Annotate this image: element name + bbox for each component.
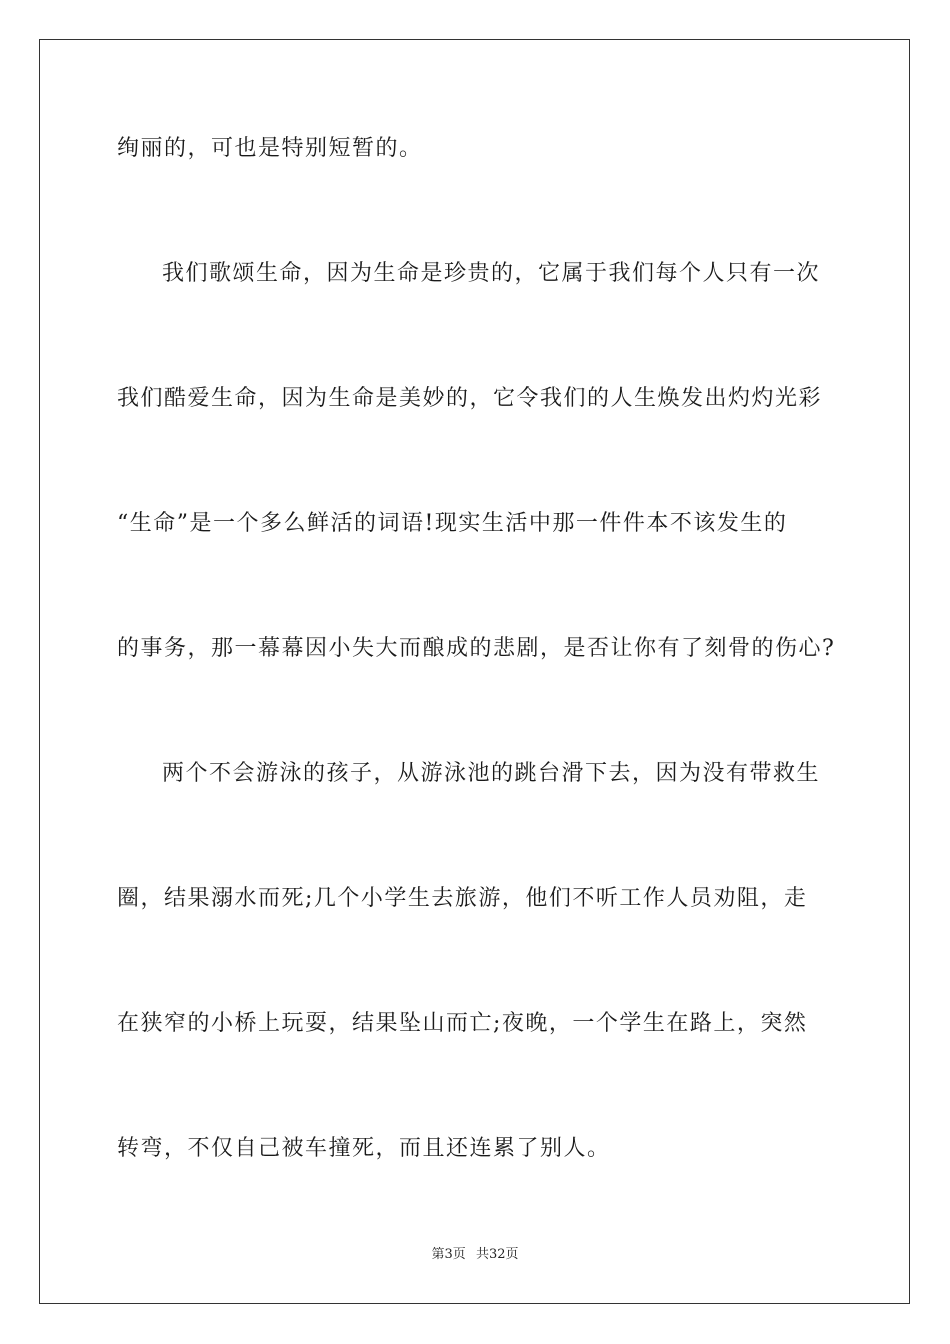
- text-line: 在狭窄的小桥上玩耍，结果坠山而亡;夜晚，一个学生在路上，突然: [117, 1011, 808, 1036]
- text-line: 我们酷爱生命，因为生命是美妙的，它令我们的人生焕发出灼灼光彩: [117, 386, 823, 411]
- text-line: 我们歌颂生命，因为生命是珍贵的，它属于我们每个人只有一次: [162, 261, 821, 286]
- text-line: 两个不会游泳的孩子，从游泳池的跳台滑下去，因为没有带救生: [162, 761, 821, 786]
- text-line: 圈，结果溺水而死;几个小学生去旅游，他们不听工作人员劝阻，走: [117, 886, 808, 911]
- text-line: 的事务，那一幕幕因小失大而酿成的悲剧，是否让你有了刻骨的伤心?: [117, 636, 836, 661]
- text-line: 绚丽的，可也是特别短暂的。: [117, 136, 423, 161]
- page-number: 第3页: [431, 1247, 466, 1262]
- page-footer: [0, 1246, 950, 1264]
- page-frame: [39, 39, 910, 1304]
- text-line: 转弯，不仅自己被车撞死，而且还连累了别人。: [117, 1136, 611, 1161]
- page-total: 共32页: [475, 1247, 519, 1262]
- text-line: “生命”是一个多么鲜活的词语!现实生活中那一件件本不该发生的: [117, 511, 788, 536]
